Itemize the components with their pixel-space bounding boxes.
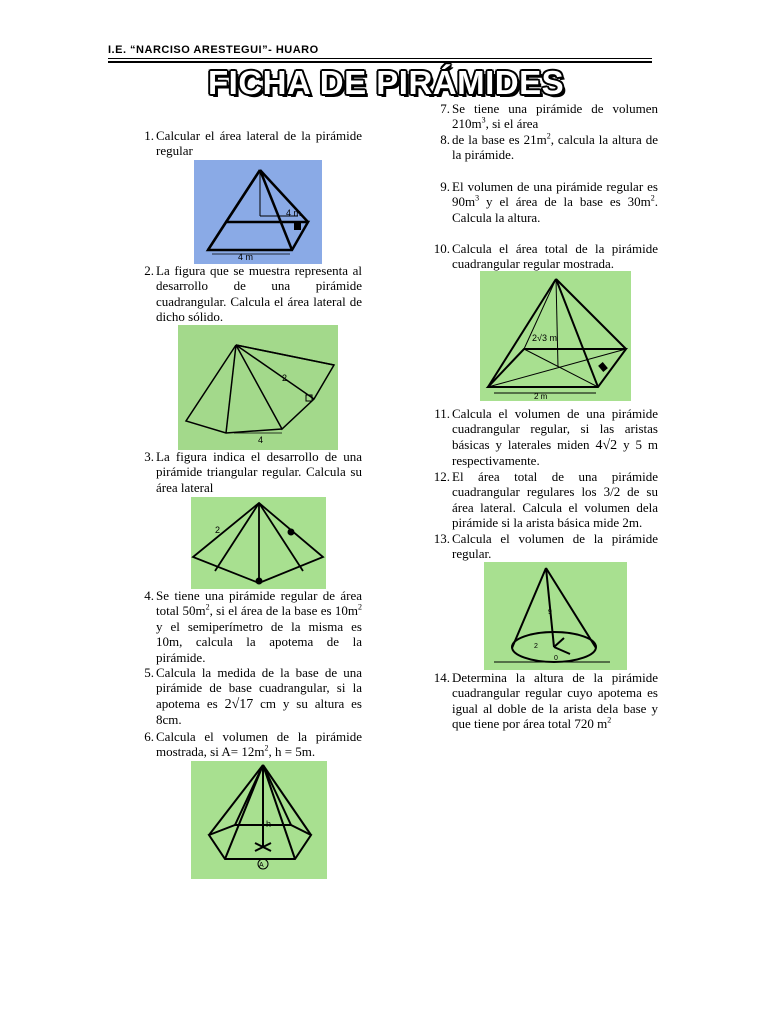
svg-text:A: A bbox=[259, 862, 264, 869]
problem-9: 9. El volumen de una pirámide regular es $90m^3$ y el área de la base es $30m^2$. Calcula la altura. bbox=[440, 179, 658, 225]
header-rule-thick bbox=[108, 61, 652, 63]
problem-4: 4. Se tiene una pirámide regular de área total $50m^2$, si el área de la base es $10m^2$ y el semiperímetro de la misma es 10m, calcula la apotema de la pirámide. bbox=[144, 588, 363, 665]
svg-text:2√3 m: 2√3 m bbox=[532, 333, 557, 343]
problem-3: 3. La figura indica el desarrollo de una pirámide triangular regular. Calcula su área lateral bbox=[144, 449, 362, 495]
problem-8: 8. de la base es $21m^2$, calcula la altura de la pirámide. bbox=[440, 131, 658, 163]
problem-10: 10. Calcula el área total de la pirámide cuadrangular regular mostrada. bbox=[433, 241, 658, 272]
svg-text:4: 4 bbox=[258, 435, 264, 445]
svg-text:2: 2 bbox=[215, 525, 221, 535]
svg-text:2 m: 2 m bbox=[534, 392, 548, 401]
svg-text:4 m: 4 m bbox=[238, 252, 254, 262]
problem-7: 7. Se tiene una pirámide de volumen $210m^3$, si el área bbox=[440, 101, 658, 132]
svg-text:h: h bbox=[266, 819, 272, 829]
problem-11: 11. Calcula el volumen de una pirámide cuadrangular regular, si las aristas básicas y laterales miden 4√2 y 5 m respectivamente. bbox=[434, 406, 658, 469]
svg-text:9: 9 bbox=[548, 609, 552, 616]
svg-text:4 m: 4 m bbox=[286, 208, 302, 218]
figure-hexagonal-pyramid bbox=[191, 761, 327, 879]
problem-14: 14. Determina la altura de la pirámide cuadrangular regular cuyo apotema es igual al doble de la arista dela base y que tiene por área total 720 $m^2$ bbox=[433, 670, 658, 732]
figure-square-pyramid bbox=[194, 160, 322, 264]
problem-13: 13. Calcula el volumen de la pirámide regular. bbox=[433, 531, 658, 562]
svg-text:2: 2 bbox=[282, 373, 288, 383]
header-rule bbox=[108, 58, 652, 59]
problem-12: 12. El área total de una pirámide cuadrangular regulares los 3/2 de su área lateral. Calcula el volumen dela pirámide si la arista básica mide 2m. bbox=[433, 469, 658, 531]
svg-text:2: 2 bbox=[534, 643, 538, 650]
problem-2: 2. La figura que se muestra representa al desarrollo de una pirámide cuadrangular. Calcula el área lateral de dicho sólido. bbox=[144, 263, 362, 325]
figure-square-pyramid-height bbox=[480, 271, 631, 401]
problem-1: 1. Calcular el área lateral de la pirámide regular bbox=[144, 128, 362, 159]
page-title: FICHA DE PIRÁMIDES bbox=[208, 64, 565, 101]
svg-text:0: 0 bbox=[554, 655, 558, 662]
figure-pyramid-net-square bbox=[178, 325, 338, 450]
figure-cone bbox=[484, 562, 627, 670]
problem-5: 5. Calcula la medida de la base de una pirámide de base cuadrangular, si la apotema es 2√17 cm y su altura es 8cm. bbox=[144, 665, 362, 728]
problem-6: 6. Calcula el volumen de la pirámide mostrada, si $A= 12m^2$, h = 5m. bbox=[144, 729, 362, 760]
figure-pyramid-net-triangle bbox=[191, 497, 326, 589]
school-header: I.E. “NARCISO ARESTEGUI”- HUARO bbox=[108, 44, 319, 56]
